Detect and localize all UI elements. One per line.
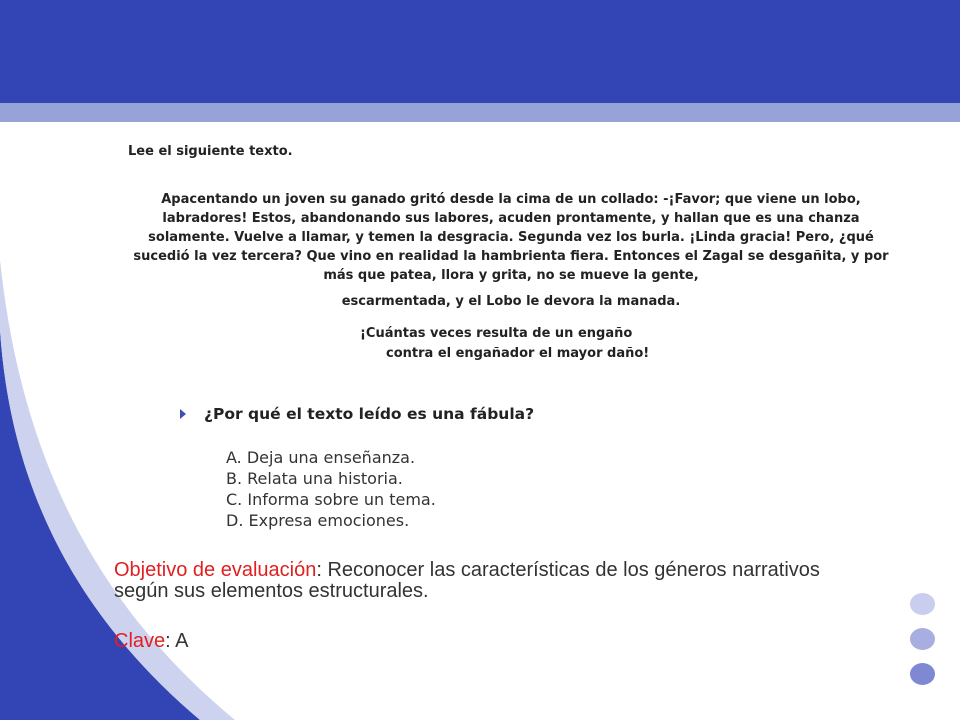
- answer-options: [226, 447, 436, 531]
- option-b: B. Relata una historia.: [226, 469, 403, 488]
- fable-passage-final-line: escarmentada, y el Lobo le devora la manada.: [341, 294, 681, 309]
- objective-label: Objetivo de evaluación: [114, 559, 317, 581]
- answer-key: [114, 630, 189, 653]
- question-text: ¿Por qué el texto leído es una fábula?: [204, 405, 535, 423]
- moral-line-1: ¡Cuántas veces resulta de un engaño: [360, 326, 633, 341]
- intro-instruction: Lee el siguiente texto.: [128, 144, 293, 159]
- option-c: C. Informa sobre un tema.: [226, 490, 436, 509]
- answer-key-separator: :: [165, 630, 171, 652]
- decorative-dot-3: [910, 663, 935, 685]
- objective-separator: :: [316, 559, 322, 581]
- question: [180, 405, 534, 423]
- answer-key-label: Clave: [114, 630, 166, 652]
- objective-text: Reconocer las características de los géneros narrativos según sus elementos estructurales.: [114, 559, 820, 602]
- fable-passage-body: Apacentando un joven su ganado gritó desde la cima de un collado: -¡Favor; que viene un lobo, labradores! Estos, abandonando sus labores, acuden prontamente, y hallan que es una chanza solamente. Vuelve a llamar, y temen la desgracia. Segunda vez los burla. ¡Linda gracia! Pero, ¿qué sucedió la vez tercera? Que vino en realidad la hambrienta fiera. Entonces el Zagal se desgañita, y por más que patea, llora y grita, no se mueve la gente,: [133, 192, 889, 283]
- bullet-arrow-icon: [180, 409, 186, 419]
- fable-passage: [126, 190, 896, 311]
- evaluation-objective: [114, 560, 874, 602]
- decorative-dot-2: [910, 628, 935, 650]
- moral-line-2: contra el engañador el mayor daño!: [386, 346, 650, 361]
- option-d: D. Expresa emociones.: [226, 511, 410, 530]
- decorative-dot-1: [910, 593, 935, 615]
- fable-moral: [360, 324, 649, 364]
- option-a: A. Deja una enseñanza.: [226, 448, 416, 467]
- left-decorative-arc: [0, 0, 260, 720]
- answer-key-value: A: [170, 630, 189, 652]
